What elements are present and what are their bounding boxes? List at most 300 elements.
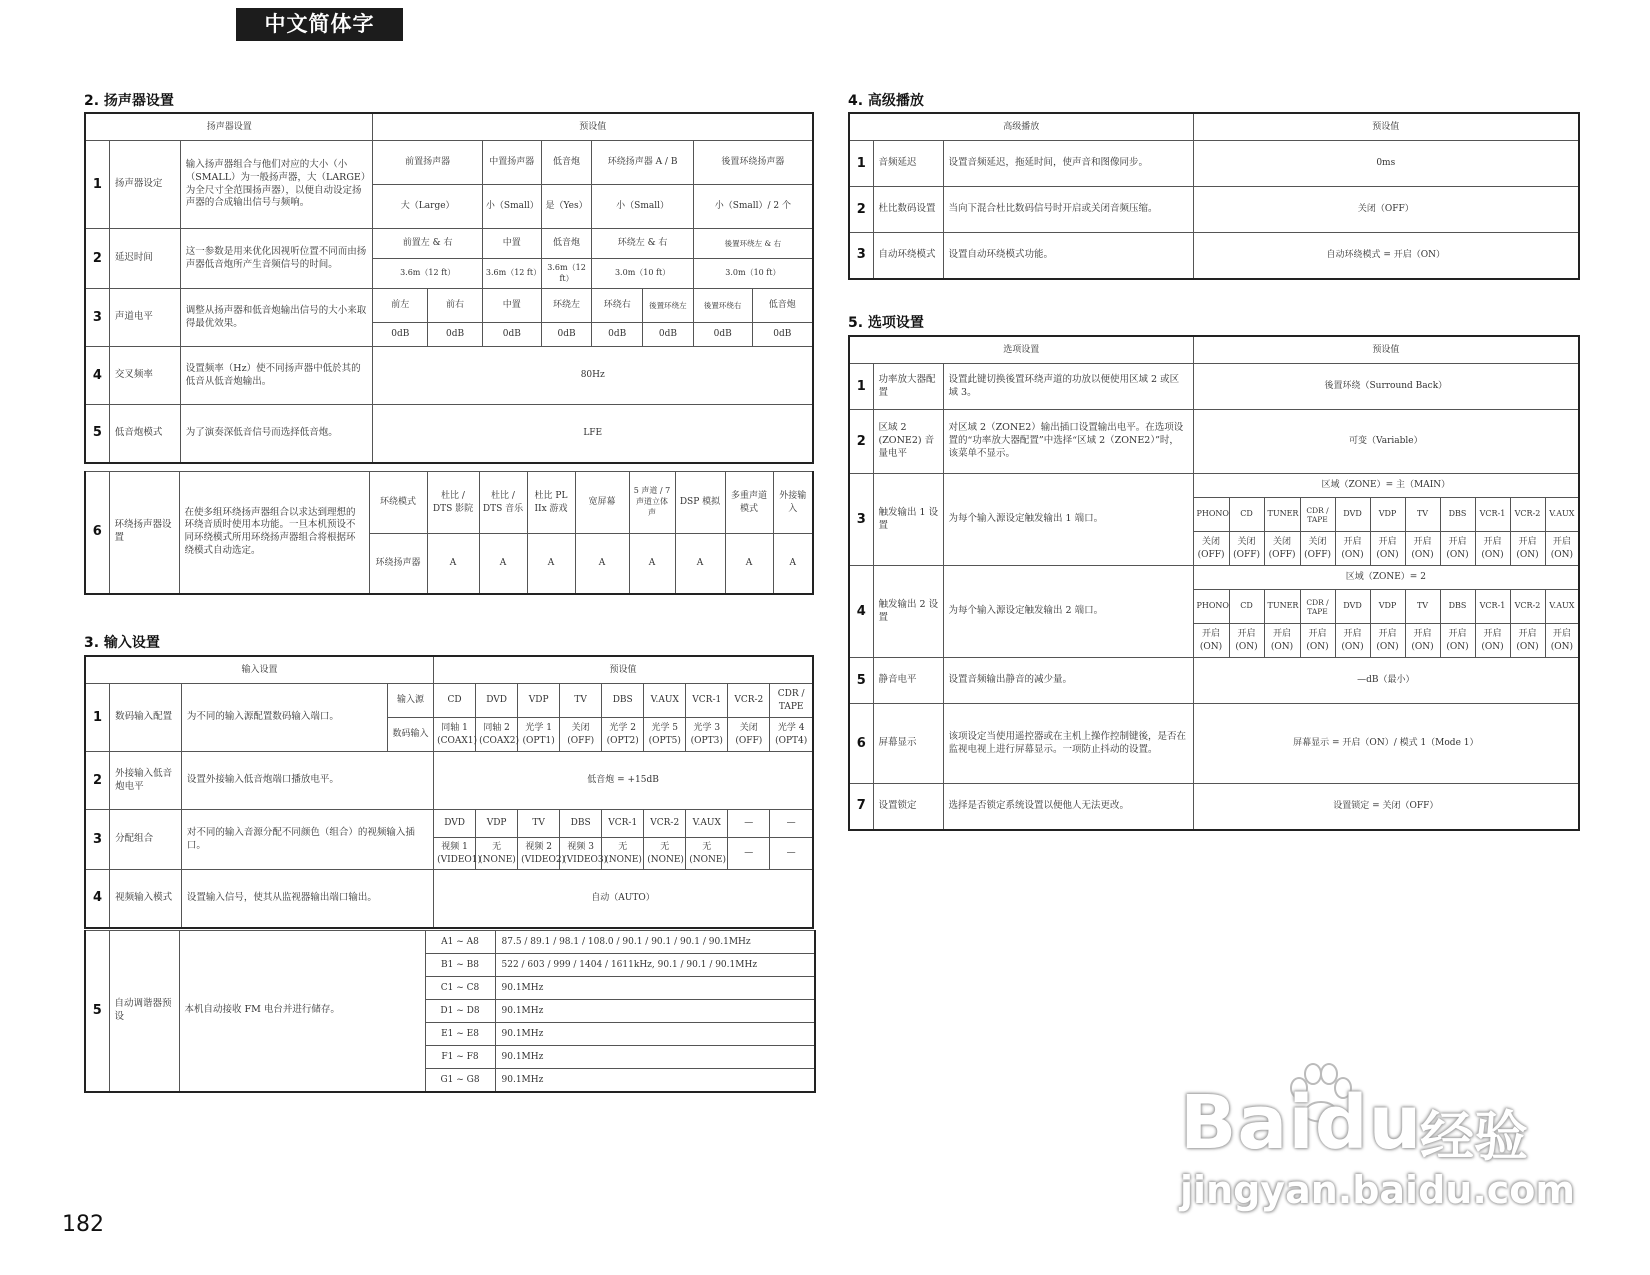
- cell-header: V.AUX: [1545, 590, 1579, 624]
- value-main: 开启: [1308, 629, 1327, 640]
- value-main: 关闭: [1273, 537, 1292, 548]
- cell-value: 屏幕显示 = 开启（ON）/ 模式 1（Mode 1）: [1193, 704, 1579, 784]
- cell-value: A: [479, 534, 527, 594]
- preset-values: 90.1MHz: [495, 1046, 815, 1069]
- column-header-default: 预设值: [1193, 113, 1579, 141]
- value-sub: (ON): [1376, 641, 1399, 652]
- cell-header: 前置左 & 右: [373, 229, 482, 259]
- value-main: 开启: [1343, 629, 1362, 640]
- input-setup-table: [84, 655, 814, 929]
- row-name: 数码输入配置: [110, 684, 182, 752]
- cell-value: 小（Small）: [592, 185, 693, 229]
- value-sub: (ON): [1516, 549, 1539, 560]
- preset-values: 90.1MHz: [495, 977, 815, 1000]
- row-description: 设置自动环绕模式功能。: [943, 233, 1193, 279]
- cell-value: A: [427, 534, 479, 594]
- cell-value: [686, 838, 728, 870]
- value-sub: (ON): [1446, 641, 1469, 652]
- row-description: 输入扬声器组合与他们对应的大小（小（SMALL）为一般扬声器，大（LARGE）为全尺寸全范围扬声器），以便自动设定扬声器的合成输出信号与频响。: [180, 141, 373, 229]
- cell-value: [518, 838, 566, 870]
- cell-header: CDR / TAPE: [770, 684, 813, 718]
- cell-header: DVD: [1335, 498, 1370, 532]
- cell-value: [1475, 532, 1510, 566]
- row-number: 4: [85, 347, 109, 405]
- value-main: 开启: [1448, 629, 1467, 640]
- cell-value: [1510, 624, 1545, 658]
- cell-value: [1229, 624, 1264, 658]
- cell-header: —: [770, 810, 813, 838]
- value-main: 视频 1: [441, 842, 468, 853]
- cell-value: 0dB: [482, 323, 541, 347]
- row-number: 3: [85, 289, 109, 347]
- row-description: 为每个输入源设定触发输出 1 端口。: [943, 474, 1193, 566]
- cell-header: 低音炮: [541, 229, 592, 259]
- cell-value: [1335, 624, 1370, 658]
- cell-header: PHONO: [1193, 590, 1229, 624]
- preset-values: 522 / 603 / 999 / 1404 / 1611kHz, 90.1 / 90.1 / 90.1MHz: [495, 954, 815, 977]
- value-sub: (ON): [1481, 641, 1504, 652]
- preset-bank: C1 ~ C8: [425, 977, 495, 1000]
- row-name: 触发输出 2 设置: [873, 566, 943, 658]
- preset-bank: D1 ~ D8: [425, 1000, 495, 1023]
- cell-header: CDR / TAPE: [1300, 590, 1335, 624]
- value-main: 光学 3: [693, 723, 721, 734]
- cell-value: [1193, 532, 1229, 566]
- row-name: 设置锁定: [873, 784, 943, 830]
- section-title-speaker-setup: 2. 扬声器设置: [84, 93, 174, 109]
- row-name: 自动环绕模式: [873, 233, 943, 279]
- preset-bank: A1 ~ A8: [425, 931, 495, 954]
- watermark-url: jingyan.baidu.com: [1180, 1168, 1575, 1212]
- row-number: 3: [85, 810, 110, 870]
- preset-values: 87.5 / 89.1 / 98.1 / 108.0 / 90.1 / 90.1 / 90.1 / 90.1MHz: [495, 931, 815, 954]
- value-sub: (ON): [1341, 641, 1364, 652]
- row-description: 为了演奏深低音信号而选择低音炮。: [180, 405, 373, 463]
- cell-header: 前置扬声器: [373, 141, 482, 185]
- zone-label: 区域（ZONE）= 主（MAIN）: [1193, 474, 1579, 498]
- row-description: 设置音频输出静音的减少量。: [943, 658, 1193, 704]
- row-name: 环绕扬声器设置: [109, 472, 179, 594]
- cell-header: 前右: [428, 289, 483, 323]
- cell-header: 中置: [482, 229, 541, 259]
- cell-value: 80Hz: [373, 347, 813, 405]
- cell-header: 环绕左 & 右: [592, 229, 693, 259]
- row-number: 1: [849, 364, 873, 410]
- cell-header: VCR-2: [644, 810, 686, 838]
- cell-header: 宽屏幕: [575, 472, 629, 534]
- surround-speaker-label: 环绕扬声器: [369, 534, 427, 594]
- value-main: 无: [660, 842, 670, 853]
- row-number: 7: [849, 784, 873, 830]
- row-number: 1: [849, 141, 873, 187]
- cell-header: DVD: [434, 810, 476, 838]
- cell-value: 自动环绕模式 = 开启（ON）: [1193, 233, 1579, 279]
- cell-header: 後置环绕扬声器: [693, 141, 813, 185]
- row-description: 设置此键切换後置环绕声道的功放以便使用区域 2 或区域 3。: [943, 364, 1193, 410]
- value-main: 开启: [1273, 629, 1292, 640]
- value-sub: (NONE): [689, 854, 726, 865]
- cell-header: 环绕右: [592, 289, 643, 323]
- row-name: 功率放大器配置: [873, 364, 943, 410]
- column-header-setting: 输入设置: [85, 656, 434, 684]
- value-main: 开启: [1378, 537, 1397, 548]
- cell-value: [728, 718, 770, 752]
- cell-value: 0dB: [592, 323, 643, 347]
- value-main: 无: [618, 842, 628, 853]
- value-main: 光学 5: [651, 723, 679, 734]
- row-name: 低音炮模式: [109, 405, 180, 463]
- row-name: 屏幕显示: [873, 704, 943, 784]
- value-main: 开启: [1518, 537, 1537, 548]
- value-sub: (ON): [1446, 549, 1469, 560]
- row-number: 1: [85, 684, 110, 752]
- cell-header: CDR / TAPE: [1300, 498, 1335, 532]
- cell-value: [1545, 624, 1579, 658]
- value-sub: (VIDEO3): [563, 854, 608, 865]
- cell-header: V.AUX: [686, 810, 728, 838]
- cell-header: DVD: [1335, 590, 1370, 624]
- row-name: 杜比数码设置: [873, 187, 943, 233]
- cell-header: TV: [560, 684, 602, 718]
- value-main: 开启: [1413, 629, 1432, 640]
- cell-value: [602, 718, 644, 752]
- value-main: 开启: [1202, 629, 1221, 640]
- value-sub: (OFF): [735, 735, 763, 746]
- value-sub: (OFF): [567, 735, 595, 746]
- cell-value: 3.6m（12 ft）: [482, 259, 541, 289]
- cell-header: TV: [1405, 590, 1440, 624]
- cell-value: [1545, 532, 1579, 566]
- zone-label: 区域（ZONE）= 2: [1193, 566, 1579, 590]
- value-main: 光学 4: [777, 723, 805, 734]
- row-name: 区域 2 (ZONE2) 音量电平: [873, 410, 943, 474]
- section-title-option-setup: 5. 选项设置: [848, 315, 924, 331]
- value-sub: (ON): [1235, 641, 1258, 652]
- value-sub: (COAX1): [437, 735, 477, 746]
- cell-header: CD: [434, 684, 476, 718]
- preset-values: 90.1MHz: [495, 1023, 815, 1046]
- cell-value: 0dB: [373, 323, 428, 347]
- cell-header: —: [728, 810, 770, 838]
- cell-value: [434, 718, 476, 752]
- cell-value: 0dB: [541, 323, 592, 347]
- cell-header: 杜比 / DTS 影院: [427, 472, 479, 534]
- cell-value: 设置锁定 = 关闭（OFF）: [1193, 784, 1579, 830]
- cell-value: [434, 838, 482, 870]
- cell-header: DSP 模拟: [675, 472, 725, 534]
- value-sub: (ON): [1550, 641, 1573, 652]
- row-name: 声道电平: [109, 289, 180, 347]
- cell-value: [1405, 624, 1440, 658]
- value-sub: (ON): [1199, 641, 1223, 652]
- cell-value: A: [575, 534, 629, 594]
- cell-value: [728, 838, 770, 870]
- cell-value: [1335, 532, 1370, 566]
- cell-header: V.AUX: [1545, 498, 1579, 532]
- row-description: 为不同的输入源配置数码输入端口。: [181, 684, 387, 752]
- value-sub: (ON): [1306, 641, 1329, 652]
- cell-value: [1440, 532, 1475, 566]
- cell-value: 0dB: [643, 323, 694, 347]
- cell-header: VCR-1: [1475, 590, 1510, 624]
- cell-header: PHONO: [1193, 498, 1229, 532]
- cell-value: [644, 838, 686, 870]
- watermark-cn-text: 经验: [1420, 1105, 1528, 1168]
- cell-header: 中置扬声器: [482, 141, 541, 185]
- cell-value: [1405, 532, 1440, 566]
- cell-header: V.AUX: [644, 684, 686, 718]
- row-description: 设置频率（Hz）使不同扬声器中低於其的低音从低音炮输出。: [180, 347, 373, 405]
- value-sub: (OFF): [1268, 549, 1296, 560]
- row-number: 1: [85, 141, 109, 229]
- value-sub: (NONE): [479, 854, 516, 865]
- value-main: —: [786, 848, 796, 859]
- cell-value: 後置环绕（Surround Back）: [1193, 364, 1579, 410]
- row-number: 5: [85, 931, 109, 1092]
- cell-header: CD: [1229, 590, 1264, 624]
- value-main: 关闭: [1237, 537, 1256, 548]
- row-description: 在使多组环绕扬声器组合以求达到理想的环绕音质时使用本功能。一旦本机预设不同环绕模式所用环绕扬声器组合将根据环绕模式自动选定。: [179, 472, 369, 594]
- cell-value: [1475, 624, 1510, 658]
- cell-header: 多重声道模式: [725, 472, 773, 534]
- cell-header: 後置环绕左 & 右: [693, 229, 813, 259]
- value-main: 关闭: [571, 723, 590, 734]
- preset-bank: E1 ~ E8: [425, 1023, 495, 1046]
- tuner-preset-table: [84, 930, 816, 1093]
- value-main: 关闭: [1308, 537, 1327, 548]
- input-source-label: 输入源: [387, 684, 433, 718]
- value-sub: (VIDEO1): [437, 854, 482, 865]
- cell-value: 自动（AUTO）: [434, 870, 813, 928]
- cell-value: 0dB: [693, 323, 752, 347]
- baidu-watermark: [1180, 1080, 1580, 1230]
- preset-values: 90.1MHz: [495, 1069, 815, 1092]
- speaker-setup-table: [84, 112, 814, 464]
- value-main: 开启: [1552, 537, 1571, 548]
- value-sub: (OPT5): [648, 735, 681, 746]
- column-header-setting: 高级播放: [849, 113, 1193, 141]
- surround-speaker-setting-table: [84, 471, 814, 595]
- row-description: 本机自动接收 FM 电台并进行储存。: [179, 931, 425, 1092]
- value-sub: (ON): [1481, 549, 1504, 560]
- cell-value: 小（Small）/ 2 个: [693, 185, 813, 229]
- row-description: 设置输入信号，使其从监视器输出端口输出。: [181, 870, 433, 928]
- row-name: 分配组合: [110, 810, 182, 870]
- value-sub: (ON): [1341, 549, 1364, 560]
- value-sub: (OFF): [1233, 549, 1260, 560]
- row-name: 触发输出 1 设置: [873, 474, 943, 566]
- column-header-default: 预设值: [373, 113, 813, 141]
- cell-value: —dB（最小）: [1193, 658, 1579, 704]
- value-sub: (OPT4): [775, 735, 808, 746]
- cell-header: VCR-1: [686, 684, 728, 718]
- value-main: 开启: [1378, 629, 1397, 640]
- value-main: 视频 3: [567, 842, 594, 853]
- value-sub: (OPT3): [690, 735, 723, 746]
- value-sub: (OFF): [1304, 549, 1331, 560]
- cell-header: VCR-2: [1510, 498, 1545, 532]
- value-sub: (ON): [1411, 641, 1434, 652]
- cell-value: LFE: [373, 405, 813, 463]
- row-name: 自动调谐器预设: [109, 931, 179, 1092]
- row-description: 对不同的输入音源分配不同颜色（组合）的视频输入插口。: [181, 810, 433, 870]
- row-number: 6: [849, 704, 873, 784]
- row-number: 3: [849, 474, 873, 566]
- row-description: 当向下混合杜比数码信号时开启或关闭音频压缩。: [943, 187, 1193, 233]
- row-description: 调整从扬声器和低音炮输出信号的大小来取得最优效果。: [180, 289, 373, 347]
- value-main: 开启: [1483, 537, 1502, 548]
- value-main: 开启: [1518, 629, 1537, 640]
- value-sub: (OFF): [1197, 549, 1225, 560]
- cell-value: [1229, 532, 1264, 566]
- cell-header: DVD: [476, 684, 518, 718]
- cell-value: [686, 718, 728, 752]
- cell-value: [1264, 532, 1300, 566]
- value-sub: (ON): [1270, 641, 1294, 652]
- cell-value: 0dB: [428, 323, 483, 347]
- cell-header: VDP: [476, 810, 518, 838]
- preset-values: 90.1MHz: [495, 1000, 815, 1023]
- cell-value: [1440, 624, 1475, 658]
- value-main: 无: [492, 842, 502, 853]
- digital-input-label: 数码输入: [387, 718, 433, 752]
- row-number: 5: [85, 405, 109, 463]
- row-number: 4: [849, 566, 873, 658]
- row-number: 3: [849, 233, 873, 279]
- cell-value: [476, 838, 518, 870]
- cell-header: 低音炮: [752, 289, 813, 323]
- preset-bank: G1 ~ G8: [425, 1069, 495, 1092]
- value-main: 同轴 1: [441, 723, 468, 734]
- value-sub: (COAX2): [479, 735, 520, 746]
- value-main: 开启: [1237, 629, 1256, 640]
- cell-value: [770, 838, 813, 870]
- cell-value: [1370, 532, 1405, 566]
- row-name: 外接输入低音炮电平: [110, 752, 182, 810]
- cell-value: [602, 838, 644, 870]
- cell-value: 0dB: [752, 323, 813, 347]
- cell-header: DBS: [1440, 590, 1475, 624]
- cell-header: 杜比 / DTS 音乐: [479, 472, 527, 534]
- cell-value: [1264, 624, 1300, 658]
- row-description: 为每个输入源设定触发输出 2 端口。: [943, 566, 1193, 658]
- cell-header: 环绕左: [541, 289, 592, 323]
- cell-header: VDP: [1370, 590, 1405, 624]
- cell-value: 3.0m（10 ft）: [693, 259, 813, 289]
- value-main: 同轴 2: [483, 723, 510, 734]
- cell-value: 大（Large）: [373, 185, 482, 229]
- cell-value: [1370, 624, 1405, 658]
- value-sub: (ON): [1516, 641, 1539, 652]
- cell-value: [476, 718, 518, 752]
- cell-header: VCR-2: [728, 684, 770, 718]
- cell-header: 外接输入: [773, 472, 813, 534]
- cell-value: A: [773, 534, 813, 594]
- cell-header: VDP: [1370, 498, 1405, 532]
- preset-bank: B1 ~ B8: [425, 954, 495, 977]
- cell-header: VCR-2: [1510, 590, 1545, 624]
- cell-header: 低音炮: [541, 141, 592, 185]
- preset-bank: F1 ~ F8: [425, 1046, 495, 1069]
- cell-header: VDP: [518, 684, 560, 718]
- cell-value: 0ms: [1193, 141, 1579, 187]
- row-name: 视频输入模式: [110, 870, 182, 928]
- row-name: 扬声器设定: [109, 141, 180, 229]
- cell-value: [1510, 532, 1545, 566]
- cell-value: 3.0m（10 ft）: [592, 259, 693, 289]
- cell-header: 後置环绕左: [643, 289, 694, 323]
- cell-header: 5 声道 / 7 声道立体声: [629, 472, 675, 534]
- page-number: 182: [62, 1212, 104, 1237]
- cell-value: A: [725, 534, 773, 594]
- section-title-advanced-playback: 4. 高级播放: [848, 93, 924, 109]
- value-sub: (ON): [1376, 549, 1399, 560]
- value-sub: (NONE): [605, 854, 642, 865]
- cell-header: 环绕扬声器 A / B: [592, 141, 693, 185]
- cell-header: VCR-1: [1475, 498, 1510, 532]
- column-header-default: 预设值: [434, 656, 813, 684]
- cell-header: 後置环绕右: [693, 289, 752, 323]
- cell-value: [560, 838, 608, 870]
- value-main: 光学 2: [609, 723, 636, 734]
- row-description: 该项设定当使用遥控器或在主机上操作控制键後，是否在监视电视上进行屏幕显示。一项防止抖动的设置。: [943, 704, 1193, 784]
- cell-value: [1193, 624, 1229, 658]
- column-header-setting: 选项设置: [849, 336, 1193, 364]
- value-main: 开启: [1413, 537, 1432, 548]
- value-sub: (ON): [1411, 549, 1434, 560]
- advanced-playback-table: [848, 112, 1580, 280]
- row-name: 音频延迟: [873, 141, 943, 187]
- value-sub: (NONE): [647, 854, 684, 865]
- cell-header: 前左: [373, 289, 428, 323]
- cell-value: [770, 718, 813, 752]
- cell-header: VCR-1: [602, 810, 644, 838]
- value-main: —: [744, 848, 754, 859]
- watermark-logo-text: Baidu: [1180, 1080, 1423, 1166]
- row-description: 选择是否锁定系统设置以便他人无法更改。: [943, 784, 1193, 830]
- value-main: 开启: [1483, 629, 1502, 640]
- column-header-setting: 扬声器设置: [85, 113, 373, 141]
- cell-value: [518, 718, 560, 752]
- row-name: 静音电平: [873, 658, 943, 704]
- row-number: 4: [85, 870, 110, 928]
- value-main: 开启: [1448, 537, 1467, 548]
- row-description: 对区域 2（ZONE2）输出插口设置输出电平。在选项设置的“功率放大器配置”中选择“区域 2（ZONE2）”时，该菜单不显示。: [943, 410, 1193, 474]
- cell-header: 中置: [482, 289, 541, 323]
- cell-value: 小（Small）: [482, 185, 541, 229]
- row-number: 2: [85, 229, 109, 289]
- option-setup-table: [848, 335, 1580, 831]
- value-main: 开启: [1552, 629, 1571, 640]
- value-sub: (OPT2): [606, 735, 639, 746]
- cell-value: [1300, 624, 1335, 658]
- cell-value: [560, 718, 602, 752]
- cell-value: 低音炮 = +15dB: [434, 752, 813, 810]
- value-sub: (ON): [1550, 549, 1573, 560]
- cell-value: [1300, 532, 1335, 566]
- row-description: 这一参数是用来优化因视听位置不同而由扬声器低音炮所产生音频信号的时间。: [180, 229, 373, 289]
- cell-header: DBS: [560, 810, 602, 838]
- row-number: 6: [85, 472, 109, 594]
- row-number: 2: [849, 410, 873, 474]
- cell-header: DBS: [1440, 498, 1475, 532]
- row-number: 2: [85, 752, 110, 810]
- column-header-default: 预设值: [1193, 336, 1579, 364]
- language-tab: 中文简体字: [236, 8, 403, 41]
- cell-value: 3.6m（12 ft）: [373, 259, 482, 289]
- cell-value: 是（Yes）: [541, 185, 592, 229]
- value-main: 关闭: [739, 723, 758, 734]
